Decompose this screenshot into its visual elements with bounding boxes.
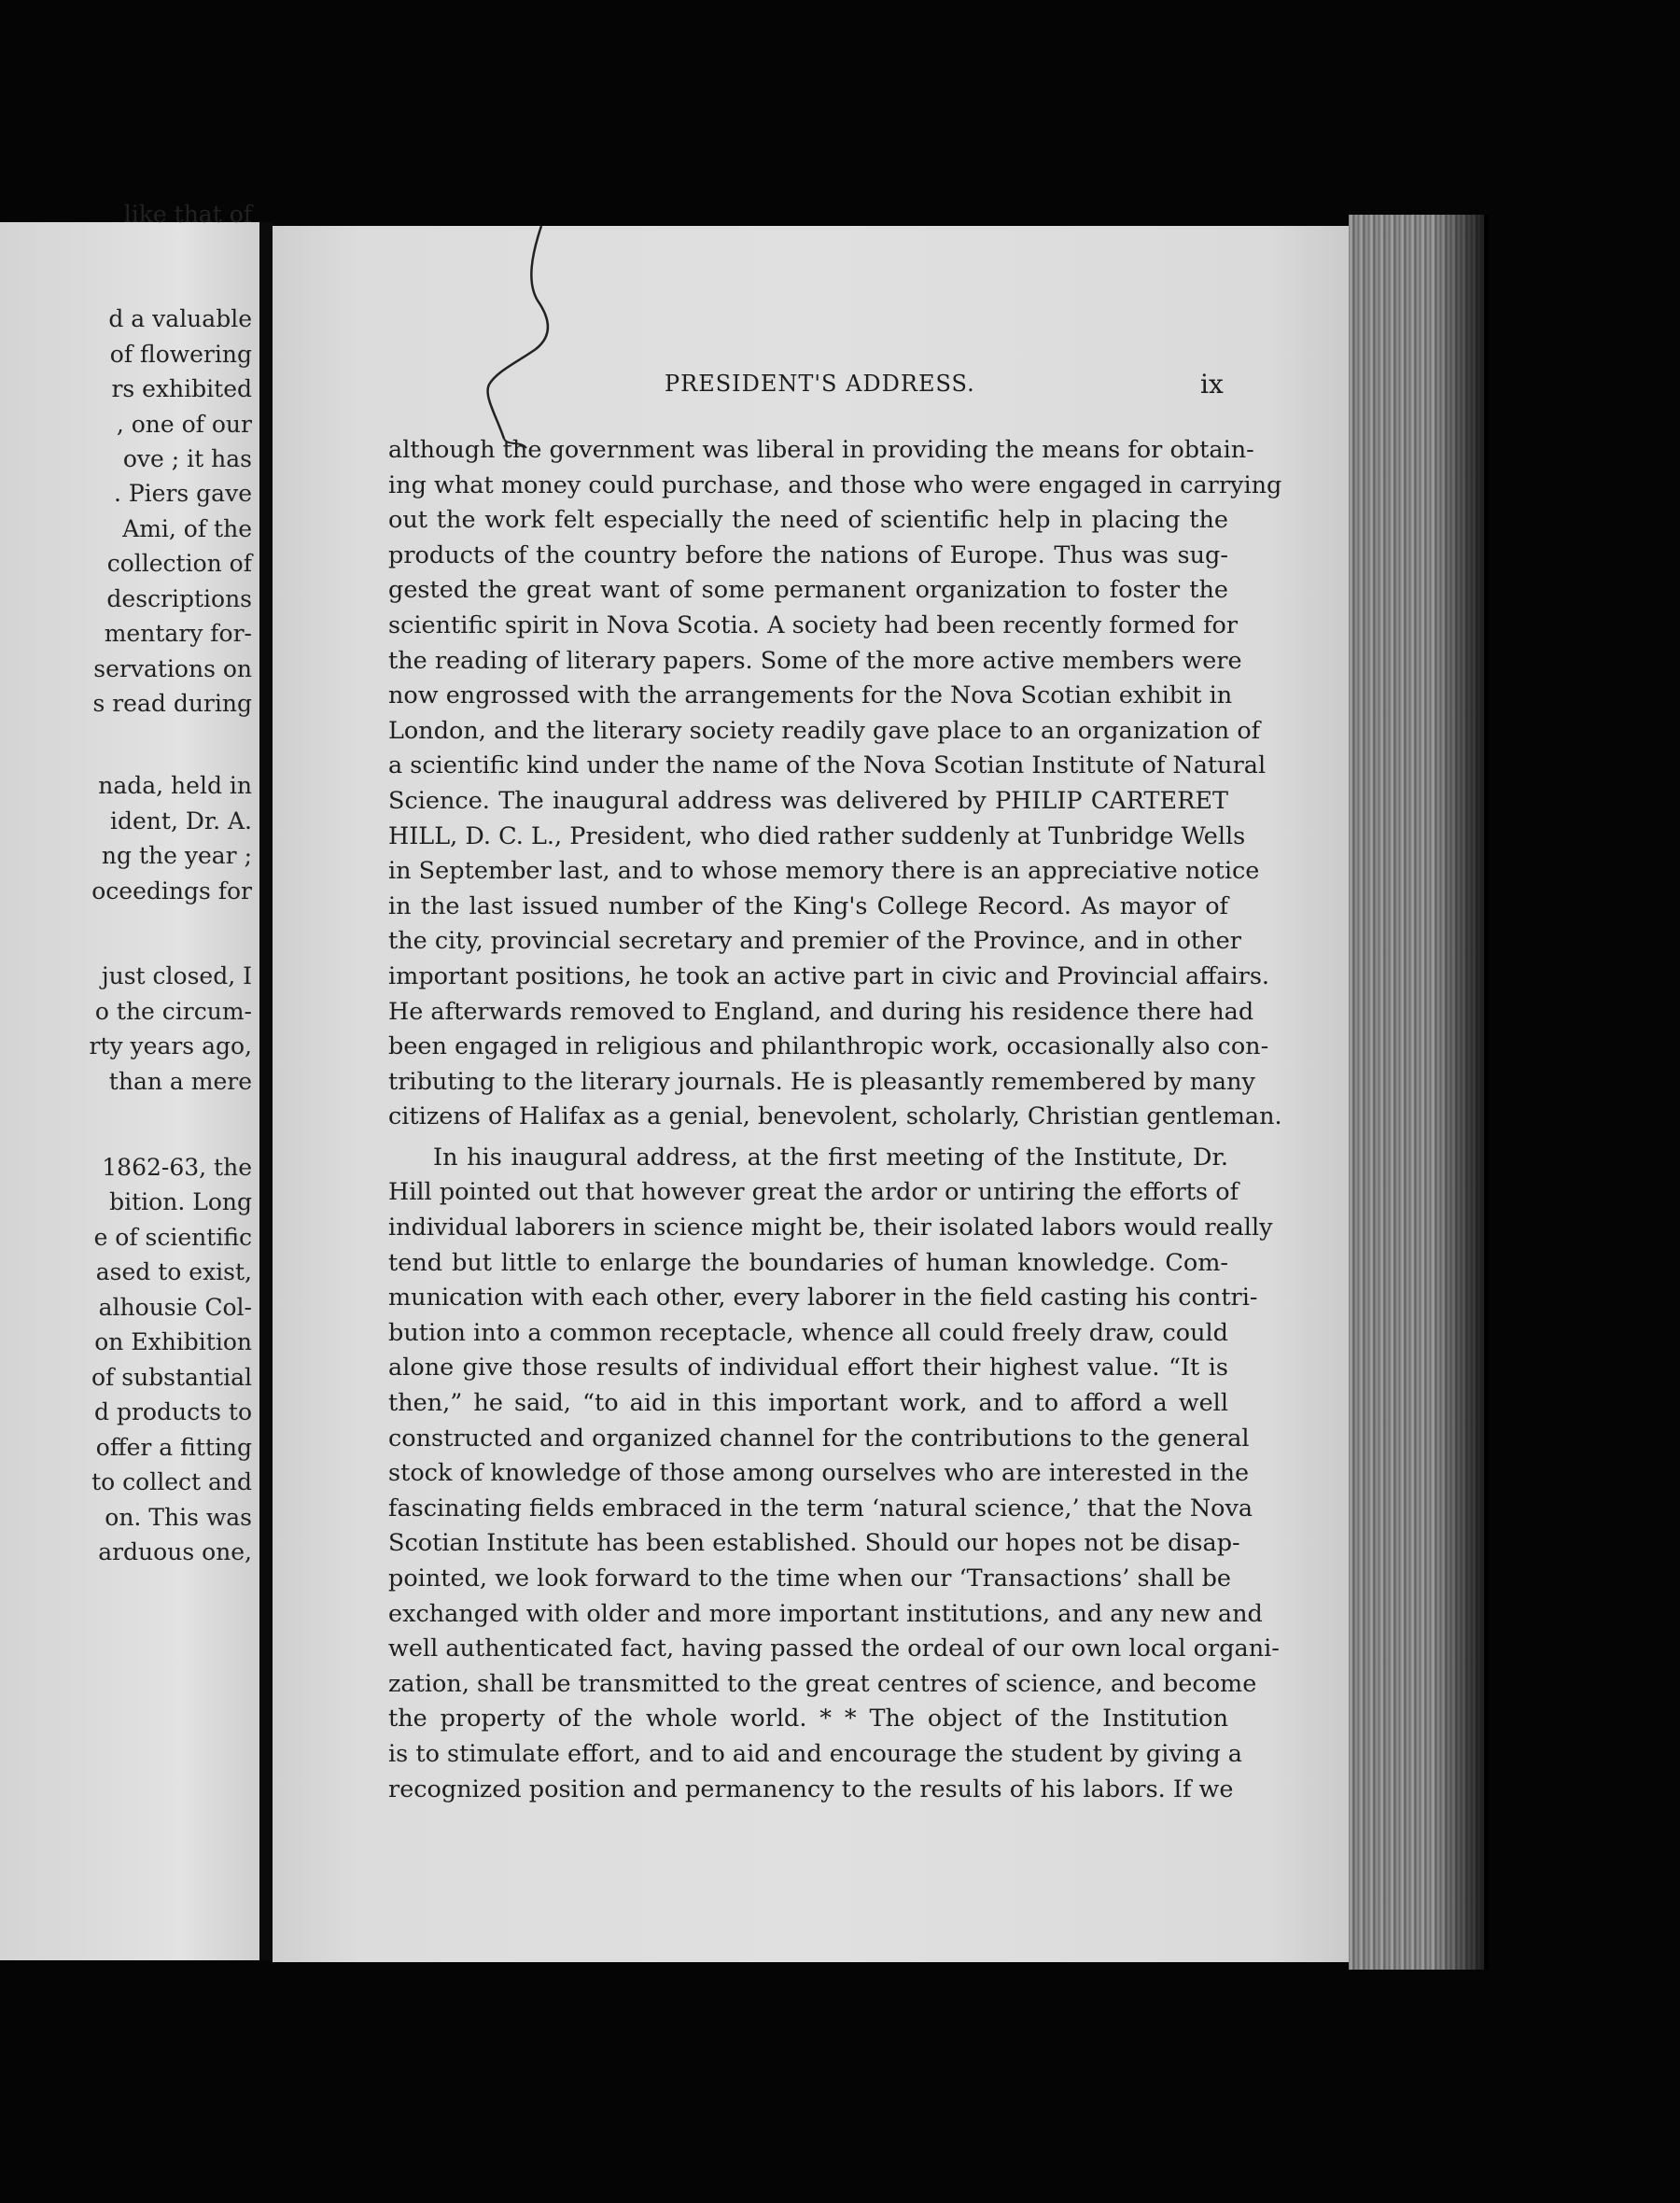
left-page-line: d products to	[94, 1398, 252, 1425]
left-page-line: s read during	[92, 690, 252, 717]
left-page-line: o the circum-	[94, 998, 252, 1025]
text-line: Hill pointed out that however great the ardor or untiring the efforts of	[388, 1178, 1239, 1207]
left-page-line: rty years ago,	[89, 1032, 252, 1059]
left-page-line: mentary for-	[104, 620, 252, 647]
page-number: ix	[1200, 369, 1224, 400]
left-page-line: collection of	[106, 550, 252, 577]
body-text	[388, 433, 1282, 1807]
text-line: products of the country before the nations of Europe. Thus was sug-	[388, 540, 1228, 569]
left-page-line: arduous one,	[98, 1538, 252, 1565]
left-page-line: than a mere	[108, 1068, 252, 1095]
left-page-line: . Piers gave	[113, 480, 252, 507]
text-line: individual laborers in science might be, their isolated labors would really	[388, 1214, 1273, 1242]
text-line: London, and the literary society readily gave place to an organization of	[388, 716, 1261, 745]
left-page-line: ased to exist,	[95, 1258, 252, 1285]
left-page-line: 1862-63, the	[102, 1154, 252, 1181]
left-page-line: to collect and	[91, 1468, 252, 1495]
text-line: alone give those results of individual effort their highest value. “It is	[388, 1354, 1228, 1382]
book-gutter	[259, 222, 273, 1960]
text-line: out the work felt especially the need of scientific help in placing the	[388, 506, 1228, 535]
text-line: well authenticated fact, having passed the ordeal of our own local organi-	[388, 1635, 1280, 1663]
text-line: In his inaugural address, at the first meeting of the Institute, Dr.	[433, 1143, 1228, 1172]
text-line: bution into a common receptacle, whence all could freely draw, could	[388, 1318, 1228, 1347]
text-line: constructed and organized channel for the contributions to the general	[388, 1424, 1250, 1452]
paragraph-2	[388, 1141, 1280, 1807]
text-line: in September last, and to whose memory there is an appreciative notice	[388, 857, 1260, 886]
left-page-line: oceedings for	[91, 877, 252, 905]
left-page-line: d a valuable	[108, 305, 252, 332]
text-line: exchanged with older and more important institutions, and any new and	[388, 1599, 1263, 1628]
left-page-line: ident, Dr. A.	[110, 807, 252, 835]
left-page-line: servations on	[93, 655, 252, 682]
running-title: PRESIDENT'S ADDRESS.	[665, 371, 975, 397]
left-page-line: Ami, of the	[122, 515, 252, 542]
text-line: citizens of Halifax as a genial, benevolent, scholarly, Christian gentleman.	[388, 1102, 1282, 1131]
left-page-line: rs exhibited	[111, 375, 252, 402]
left-page-line: , one of our	[116, 411, 252, 438]
text-line: is to stimulate effort, and to aid and encourage the student by giving a	[388, 1739, 1242, 1768]
page-header	[273, 371, 1355, 408]
text-line: important positions, he took an active part in civic and Provincial affairs.	[388, 961, 1270, 990]
text-line: a scientific kind under the name of the Nova Scotian Institute of Natural	[388, 751, 1267, 780]
left-page-line: e of scientific	[93, 1224, 252, 1251]
text-line: ing what money could purchase, and those who were engaged in carrying	[388, 470, 1282, 499]
text-line: munication with each other, every laborer in the field casting his contri-	[388, 1284, 1258, 1312]
text-line: the reading of literary papers. Some of the more active members were	[388, 646, 1242, 675]
paragraph-1	[388, 433, 1282, 1135]
left-page-line: of substantial	[91, 1364, 252, 1391]
left-page-line: bition. Long	[109, 1188, 252, 1215]
left-page-line: like that of	[123, 201, 252, 228]
text-line: pointed, we look forward to the time when our ‘Transactions’ shall be	[388, 1565, 1232, 1593]
left-page-line: ng the year ;	[101, 842, 252, 869]
left-page	[0, 201, 259, 1960]
text-line: HILL, D. C. L., President, who died rather suddenly at Tunbridge Wells	[388, 821, 1246, 850]
left-page-line: ove ; it has	[122, 445, 252, 472]
text-line: tributing to the literary journals. He is pleasantly remembered by many	[388, 1067, 1255, 1096]
text-line: He afterwards removed to England, and during his residence there had	[388, 997, 1254, 1026]
left-page-line: of flowering	[109, 341, 252, 368]
text-line: zation, shall be transmitted to the great centres of science, and become	[388, 1669, 1257, 1698]
text-line: Scotian Institute has been established. Should our hopes not be disap-	[388, 1529, 1240, 1558]
left-page-line: descriptions	[106, 585, 252, 612]
text-line: then,” he said, “to aid in this important work, and to afford a well	[388, 1389, 1228, 1418]
text-line: Science. The inaugural address was delivered by PHILIP CARTERET	[388, 786, 1228, 815]
text-line: fascinating fields embraced in the term ‘natural science,’ that the Nova	[388, 1494, 1253, 1522]
right-page	[273, 226, 1355, 1962]
text-line: in the last issued number of the King's College Record. As mayor of	[388, 891, 1228, 920]
left-page-line: on Exhibition	[94, 1328, 252, 1355]
left-page-line: on. This was	[105, 1504, 252, 1531]
text-line: scientific spirit in Nova Scotia. A society had been recently formed for	[388, 610, 1239, 639]
text-line: although the government was liberal in providing the means for obtain-	[388, 436, 1254, 464]
text-line: been engaged in religious and philanthropic work, occasionally also con-	[388, 1032, 1269, 1061]
text-line: gested the great want of some permanent organization to foster the	[388, 576, 1228, 605]
text-line: now engrossed with the arrangements for the Nova Scotian exhibit in	[388, 681, 1233, 710]
left-page-line: just closed, I	[101, 962, 252, 989]
left-page-line: offer a fitting	[95, 1434, 252, 1461]
left-page-line: alhousie Col-	[98, 1294, 252, 1321]
left-page-line: nada, held in	[98, 772, 252, 799]
text-line: tend but little to enlarge the boundaries of human knowledge. Com-	[388, 1248, 1228, 1277]
text-line: the city, provincial secretary and premier of the Province, and in other	[388, 927, 1241, 956]
text-line: recognized position and permanency to the results of his labors. If we	[388, 1775, 1234, 1803]
text-line: the property of the whole world. * * The object of the Institution	[388, 1705, 1228, 1733]
text-line: stock of knowledge of those among ourselves who are interested in the	[388, 1459, 1250, 1488]
